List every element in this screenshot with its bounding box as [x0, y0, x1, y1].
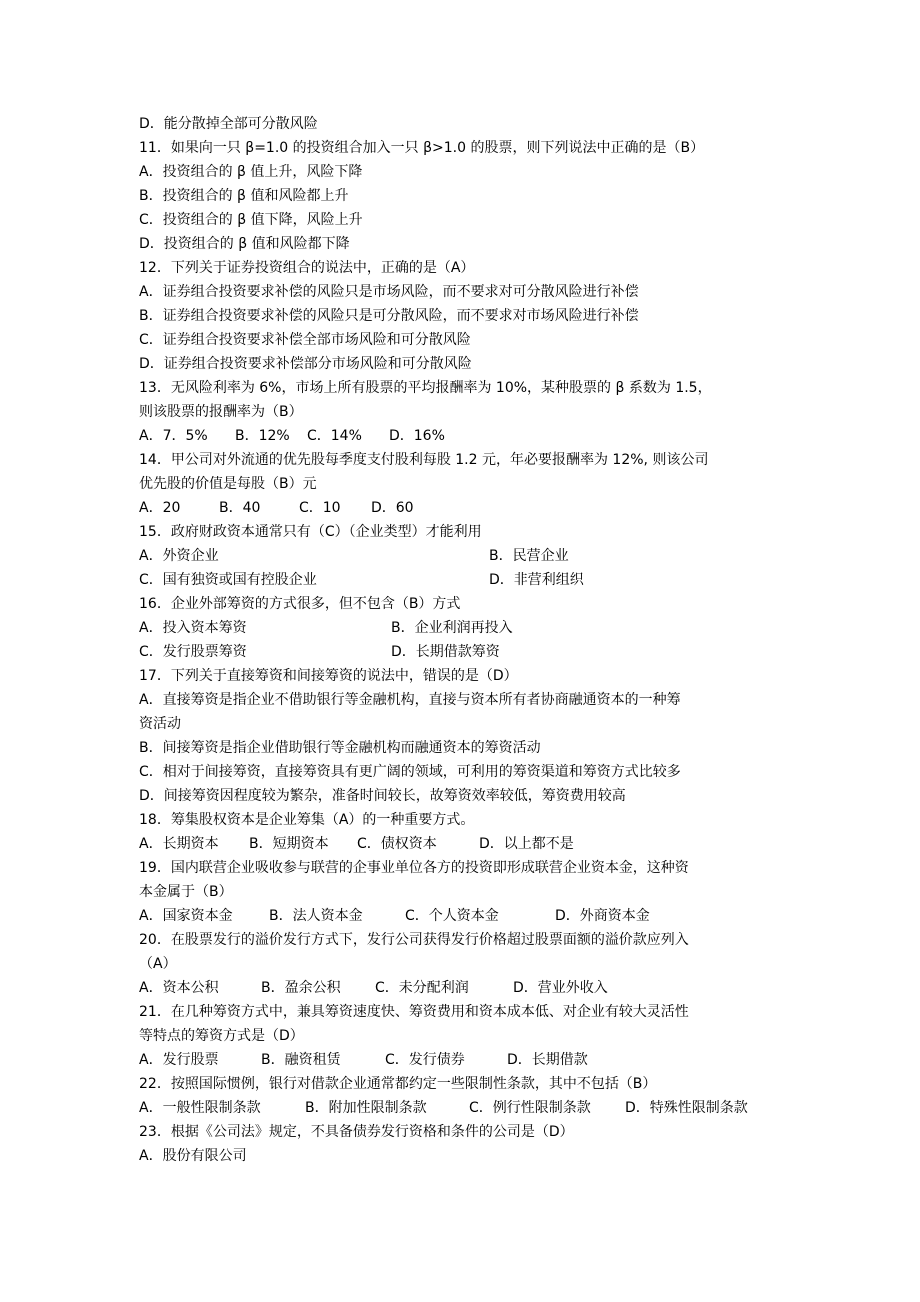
option: A．发行股票 [139, 1052, 219, 1068]
option: B．40 [219, 500, 261, 516]
option: C．国有独资或国有控股企业 [139, 572, 317, 588]
option: A．国家资本金 [139, 908, 233, 924]
question-stem: 13．无风险利率为 6%，市场上所有股票的平均报酬率为 10%，某种股票的 β 系数为 1.5， [139, 380, 712, 396]
option-row [139, 976, 789, 1000]
option-row [139, 568, 789, 592]
option-line: A．股份有限公司 [139, 1148, 247, 1164]
option: A．资本公积 [139, 980, 219, 996]
question-stem: 优先股的价值是每股（B）元 [139, 476, 317, 492]
option-line: B．证券组合投资要求补偿的风险只是可分散风险，而不要求对市场风险进行补偿 [139, 308, 639, 324]
question-stem: 14．甲公司对外流通的优先股每季度支付股利每股 1.2 元，年必要报酬率为 12%, 则该公司 [139, 452, 709, 468]
option: B．融资租赁 [261, 1052, 341, 1068]
option: A．一般性限制条款 [139, 1100, 261, 1116]
option: C．未分配利润 [375, 980, 469, 996]
option: D．以上都不是 [479, 836, 574, 852]
option: A．7．5% [139, 428, 208, 444]
question-list [139, 112, 789, 1168]
question-stem: 20．在股票发行的溢价发行方式下，发行公司获得发行价格超过股票面额的溢价款应列入 [139, 932, 689, 948]
option: B．12% [235, 428, 290, 444]
option: A．长期资本 [139, 836, 219, 852]
question-stem: 16．企业外部筹资的方式很多，但不包含（B）方式 [139, 596, 461, 612]
option-row [139, 496, 789, 520]
option: B．附加性限制条款 [305, 1100, 427, 1116]
question-stem: （A） [139, 956, 177, 972]
option: A．20 [139, 500, 181, 516]
option-row [139, 1096, 789, 1120]
option: C．例行性限制条款 [469, 1100, 591, 1116]
option: B．盈余公积 [261, 980, 341, 996]
option-line: D．证券组合投资要求补偿部分市场风险和可分散风险 [139, 356, 472, 372]
option-line: A．证券组合投资要求补偿的风险只是市场风险，而不要求对可分散风险进行补偿 [139, 284, 639, 300]
option-row [139, 616, 789, 640]
question-stem: 18．筹集股权资本是企业筹集（A）的一种重要方式。 [139, 812, 475, 828]
option: C．债权资本 [357, 836, 437, 852]
option: C．发行股票筹资 [139, 644, 247, 660]
option: C．发行债券 [385, 1052, 465, 1068]
option: D．特殊性限制条款 [625, 1100, 748, 1116]
option: D．营业外收入 [513, 980, 608, 996]
option: D．60 [371, 500, 414, 516]
option-row [139, 424, 789, 448]
option-line: A．直接筹资是指企业不借助银行等金融机构，直接与资本所有者协商融通资本的一种筹 [139, 692, 681, 708]
option: D．外商资本金 [555, 908, 650, 924]
option-line: B．间接筹资是指企业借助银行等金融机构而融通资本的筹资活动 [139, 740, 541, 756]
option-line: D．能分散掉全部可分散风险 [139, 116, 318, 132]
question-stem: 15．政府财政资本通常只有（C）（企业类型）才能利用 [139, 524, 482, 540]
question-stem: 21．在几种筹资方式中，兼具筹资速度快、筹资费用和资本成本低、对企业有较大灵活性 [139, 1004, 689, 1020]
question-stem: 本金属于（B） [139, 884, 233, 900]
option-line: 资活动 [139, 716, 181, 732]
question-stem: 11．如果向一只 β=1.0 的投资组合加入一只 β>1.0 的股票，则下列说法中正确的是（B） [139, 140, 705, 156]
option: C．10 [299, 500, 341, 516]
option: D．长期借款 [507, 1052, 588, 1068]
option: C．14% [307, 428, 362, 444]
option: B．短期资本 [249, 836, 329, 852]
option-line: C．投资组合的 β 值下降，风险上升 [139, 212, 363, 228]
option-row [139, 832, 789, 856]
option: D．长期借款筹资 [391, 644, 500, 660]
question-stem: 等特点的筹资方式是（D） [139, 1028, 304, 1044]
option: C．个人资本金 [405, 908, 499, 924]
option-row [139, 1048, 789, 1072]
option-row [139, 904, 789, 928]
option: A．投入资本筹资 [139, 620, 247, 636]
option: B．企业利润再投入 [391, 620, 513, 636]
question-stem: 12．下列关于证券投资组合的说法中，正确的是（A） [139, 260, 475, 276]
option: B．民营企业 [489, 548, 569, 564]
question-stem: 则该股票的报酬率为（B） [139, 404, 303, 420]
option-line: A．投资组合的 β 值上升，风险下降 [139, 164, 363, 180]
option-line: C．相对于间接筹资，直接筹资具有更广阔的领域，可利用的筹资渠道和筹资方式比较多 [139, 764, 681, 780]
option-row [139, 544, 789, 568]
option: A．外资企业 [139, 548, 219, 564]
option: B．法人资本金 [269, 908, 363, 924]
option-row [139, 640, 789, 664]
question-stem: 22．按照国际惯例，银行对借款企业通常都约定一些限制性条款，其中不包括（B） [139, 1076, 657, 1092]
option-line: D．投资组合的 β 值和风险都下降 [139, 236, 350, 252]
option: D．非营利组织 [489, 572, 584, 588]
option-line: D．间接筹资因程度较为繁杂，准备时间较长，故筹资效率较低，筹资费用较高 [139, 788, 626, 804]
question-stem: 19．国内联营企业吸收参与联营的企事业单位各方的投资即形成联营企业资本金，这种资 [139, 860, 689, 876]
question-stem: 23．根据《公司法》规定，不具备债券发行资格和条件的公司是（D） [139, 1124, 574, 1140]
question-stem: 17．下列关于直接筹资和间接筹资的说法中，错误的是（D） [139, 668, 518, 684]
option: D．16% [389, 428, 445, 444]
option-line: C．证券组合投资要求补偿全部市场风险和可分散风险 [139, 332, 471, 348]
option-line: B．投资组合的 β 值和风险都上升 [139, 188, 349, 204]
